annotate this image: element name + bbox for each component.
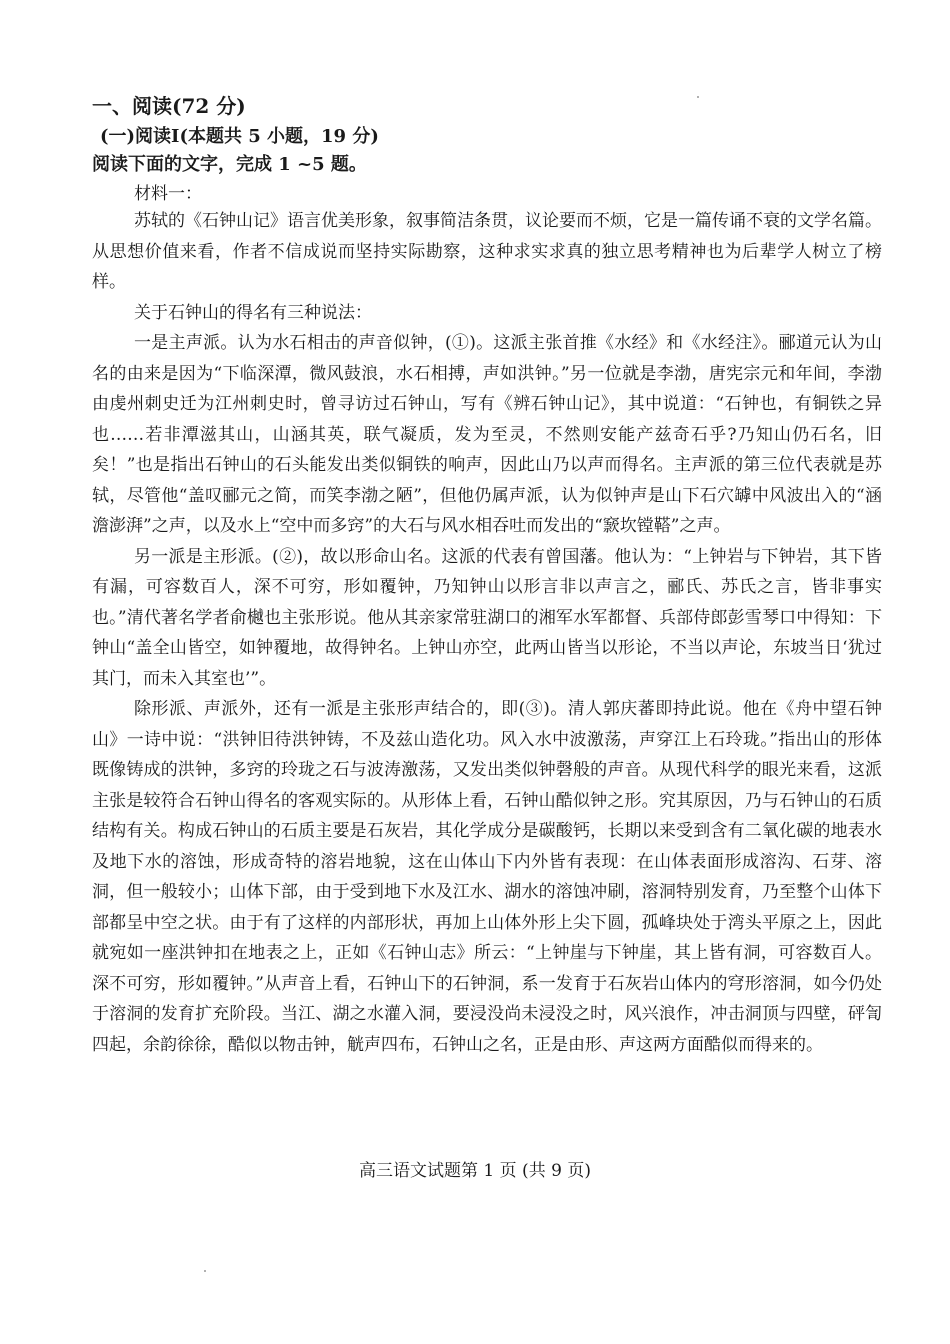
subsection-title: (一)阅读Ⅰ(本题共 5 小题，19 分): [100, 126, 379, 147]
page-footer: 高三语文试题第 1 页 (共 9 页): [359, 1161, 591, 1181]
scan-speck: [697, 96, 699, 98]
reading-passage: [92, 206, 882, 1060]
section-title: 一、阅读(72 分): [92, 94, 246, 118]
scan-speck: [204, 1270, 206, 1272]
paragraph-shape-school: 另一派是主形派。(②)，故以形命山名。这派的代表有曾国藩。他认为：“上钟岩与下钟岩，其下皆有漏，可容数百人，深不可穷，形如覆钟，乃知钟山以形言非以声言之，郦氏、苏氏之言，皆非事实也。”清代著名学者俞樾也主张形说。他从其亲家常驻湖口的湘军水军都督、兵部侍郎彭雪琴口中得知：下钟山“盖全山皆空，如钟覆地，故得钟名。上钟山亦空，此两山皆当以形论，不当以声论，东坡当日‘犹过其门，而未入其室也’”。: [92, 546, 882, 689]
paragraph-intro: 苏轼的《石钟山记》语言优美形象，叙事简洁条贯，议论要而不烦，它是一篇传诵不衰的文学名篇。从思想价值来看，作者不信成说而坚持实际勘察，这种求实求真的独立思考精神也为后辈学人树立了榜样。: [92, 211, 882, 292]
paragraph-combined-school: 除形派、声派外，还有一派是主张形声结合的，即(③)。清人郭庆蕃即持此说。他在《舟中望石钟山》一诗中说：“洪钟旧待洪钟铸，不及兹山造化功。风入水中波激荡，声穿江上石玲珑。”指出山的形体既像铸成的洪钟，多窍的玲珑之石与波涛激荡，又发出类似钟磬般的声音。从现代科学的眼光来看，这派主张是较符合石钟山得名的客观实际的。从形体上看，石钟山酷似钟之形。究其原因，乃与石钟山的石质结构有关。构成石钟山的石质主要是石灰岩，其化学成分是碳酸钙，长期以来受到含有二氧化碳的地表水及地下水的溶蚀，形成奇特的溶岩地貌，这在山体山下内外皆有表现：在山体表面形成溶沟、石芽、溶洞，但一般较小；山体下部，由于受到地下水及江水、湖水的溶蚀冲刷，溶洞特别发育，乃至整个山体下部都呈中空之状。由于有了这样的内部形状，再加上山体外形上尖下圆，孤峰块处于湾头平原之上，因此就宛如一座洪钟扣在地表之上，正如《石钟山志》所云：“上钟崖与下钟崖，其上皆有洞，可容数百人。深不可穷，形如覆钟。”从声音上看，石钟山下的石钟洞，系一发育于石灰岩山体内的穹形溶洞，如今仍处于溶洞的发育扩充阶段。当江、湖之水灌入洞，要浸没尚未浸没之时，风兴浪作，冲击洞顶与四壁，砰訇四起，余韵徐徐，酷似以物击钟，觥声四布，石钟山之名，正是由形、声这两方面酷似而得来的。: [92, 699, 882, 1055]
paragraph-three-theories: 关于石钟山的得名有三种说法：: [134, 302, 372, 323]
material-label: 材料一：: [134, 184, 202, 204]
reading-instruction: 阅读下面的文字，完成 1 ~5 题。: [92, 154, 367, 175]
paragraph-sound-school: 一是主声派。认为水石相击的声音似钟，(①)。这派主张首推《水经》和《水经注》。郦道元认为山名的由来是因为“下临深潭，微风鼓浪，水石相搏，声如洪钟。”另一位就是李渤，唐宪宗元和年间，李渤由虔州刺史迁为江州刺史时，曾寻访过石钟山，写有《辨石钟山记》，其中说道：“石钟也，有铜铁之异也……若非潭滋其山，山涵其英，联气凝质，发为至灵，不然则安能产兹奇石乎?乃知山仍石名，旧矣！”也是指出石钟山的石头能发出类似铜铁的响声，因此山乃以声而得名。主声派的第三位代表就是苏轼，尽管他“盖叹郦元之简，而笑李渤之陋”，但他仍属声派，认为似钟声是山下石穴罅中风波出入的“涵澹澎湃”之声，以及水上“空中而多窍”的大石与风水相吞吐而发出的“窾坎镗鞳”之声。: [92, 333, 882, 536]
